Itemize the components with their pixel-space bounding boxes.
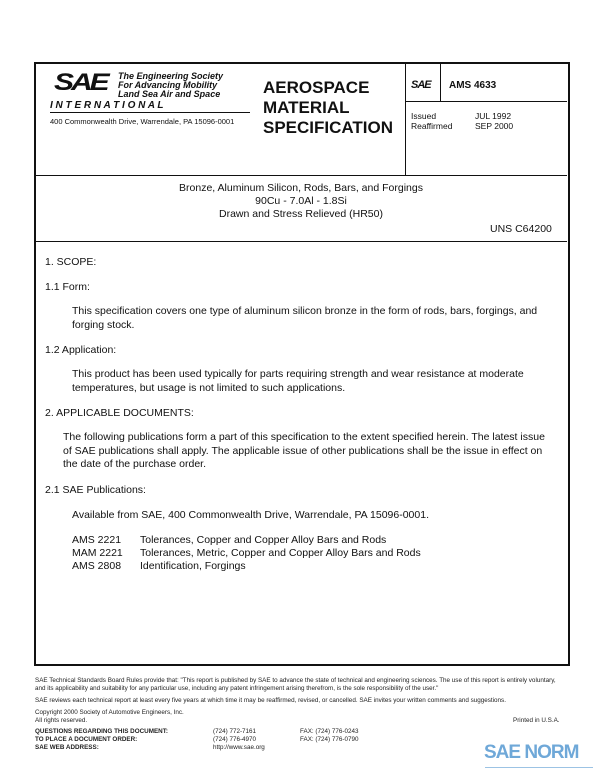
ref-title: Tolerances, Metric, Copper and Copper Alloy Bars and Rods bbox=[140, 547, 421, 559]
tagline bbox=[118, 72, 223, 99]
international-text: I N T E R N A T I O N A L bbox=[50, 100, 164, 111]
printed-in: Printed in U.S.A. bbox=[513, 717, 560, 724]
tagline-line: The Engineering Society bbox=[118, 71, 224, 81]
contact-label: QUESTIONS REGARDING THIS DOCUMENT: bbox=[35, 728, 168, 735]
web-address[interactable]: http://www.sae.org bbox=[213, 744, 265, 751]
contact-fax: FAX: (724) 776-0790 bbox=[300, 736, 359, 743]
reaffirmed-date: SEP 2000 bbox=[475, 121, 514, 131]
contact-phone: (724) 776-4970 bbox=[213, 736, 257, 743]
tagline-line: For Advancing Mobility bbox=[118, 80, 218, 90]
contact-phone: (724) 772-7161 bbox=[213, 728, 257, 735]
doc-type-line: AEROSPACE bbox=[263, 78, 370, 97]
divider bbox=[35, 175, 567, 176]
watermark-logo: SAE NORM bbox=[484, 742, 579, 763]
ref-code: AMS 2808 bbox=[72, 560, 122, 572]
document-frame bbox=[34, 62, 570, 666]
sae-small-logo: SAE bbox=[411, 79, 431, 91]
title-line: Bronze, Aluminum Silicon, Rods, Bars, and Forgings bbox=[179, 182, 423, 194]
title-line: Drawn and Stress Relieved (HR50) bbox=[219, 208, 383, 220]
review-note: SAE reviews each technical report at least every five years at which time it may be reaffirmed, revised, or cancelled. SAE invites your written comments and suggestions. bbox=[35, 697, 506, 704]
policy-note: SAE Technical Standards Board Rules provide that: "This report is published by SAE to advance the state of technical and engineering sciences. The use of this report is entirely voluntary, and its applicability and suitability for any particular use, including any patent infringement arising therefrom, is the sole responsibility of the user." bbox=[35, 677, 556, 692]
doc-type-line: MATERIAL bbox=[263, 98, 350, 117]
divider bbox=[35, 241, 567, 242]
title-line: 90Cu - 7.0Al - 1.8Si bbox=[255, 195, 347, 207]
document-title bbox=[35, 182, 567, 221]
issued-date: JUL 1992 bbox=[475, 111, 512, 121]
ref-code: MAM 2221 bbox=[72, 547, 123, 559]
sae-logo: SAE bbox=[54, 69, 107, 96]
paragraph: Available from SAE, 400 Commonwealth Drive, Warrendale, PA 15096-0001. bbox=[72, 509, 429, 521]
divider bbox=[405, 63, 406, 175]
section-heading: 2.1 SAE Publications: bbox=[45, 484, 146, 496]
paragraph: This product has been used typically for parts requiring strength and wear resistance at moderate temperatures, but usage is not limited to such applications. bbox=[72, 368, 524, 394]
divider bbox=[440, 63, 441, 101]
divider bbox=[50, 112, 250, 113]
tagline-line: Land Sea Air and Space bbox=[118, 89, 221, 99]
ref-title: Identification, Forgings bbox=[140, 560, 246, 572]
contact-label: TO PLACE A DOCUMENT ORDER: bbox=[35, 736, 138, 743]
rights: All rights reserved. bbox=[35, 717, 88, 724]
sae-address: 400 Commonwealth Drive, Warrendale, PA 15096-0001 bbox=[50, 117, 235, 126]
doc-number: AMS 4633 bbox=[449, 80, 497, 91]
divider bbox=[405, 101, 567, 102]
paragraph: The following publications form a part of this specification to the extent specified herein. The latest issue of SAE publications shall apply. The applicable issue of other publications shall be the issue in effect on the date of the purchase order. bbox=[63, 431, 545, 470]
section-heading: 1. SCOPE: bbox=[45, 256, 97, 268]
reaffirmed-label: Reaffirmed bbox=[411, 121, 453, 131]
copyright: Copyright 2000 Society of Automotive Engineers, Inc. bbox=[35, 709, 184, 716]
contact-fax: FAX: (724) 776-0243 bbox=[300, 728, 359, 735]
doc-type bbox=[263, 78, 393, 138]
section-heading: 1.1 Form: bbox=[45, 281, 90, 293]
doc-type-line: SPECIFICATION bbox=[263, 118, 394, 137]
ref-title: Tolerances, Copper and Copper Alloy Bars and Rods bbox=[140, 534, 387, 546]
section-heading: 2. APPLICABLE DOCUMENTS: bbox=[45, 407, 194, 419]
watermark-line bbox=[485, 767, 593, 768]
ref-code: AMS 2221 bbox=[72, 534, 122, 546]
issued-label: Issued bbox=[411, 111, 437, 121]
contact-label: SAE WEB ADDRESS: bbox=[35, 744, 99, 751]
paragraph: This specification covers one type of aluminum silicon bronze in the form of rods, bars, forgings, and forging stock. bbox=[72, 305, 538, 331]
section-heading: 1.2 Application: bbox=[45, 344, 117, 356]
uns-number: UNS C64200 bbox=[490, 223, 552, 235]
